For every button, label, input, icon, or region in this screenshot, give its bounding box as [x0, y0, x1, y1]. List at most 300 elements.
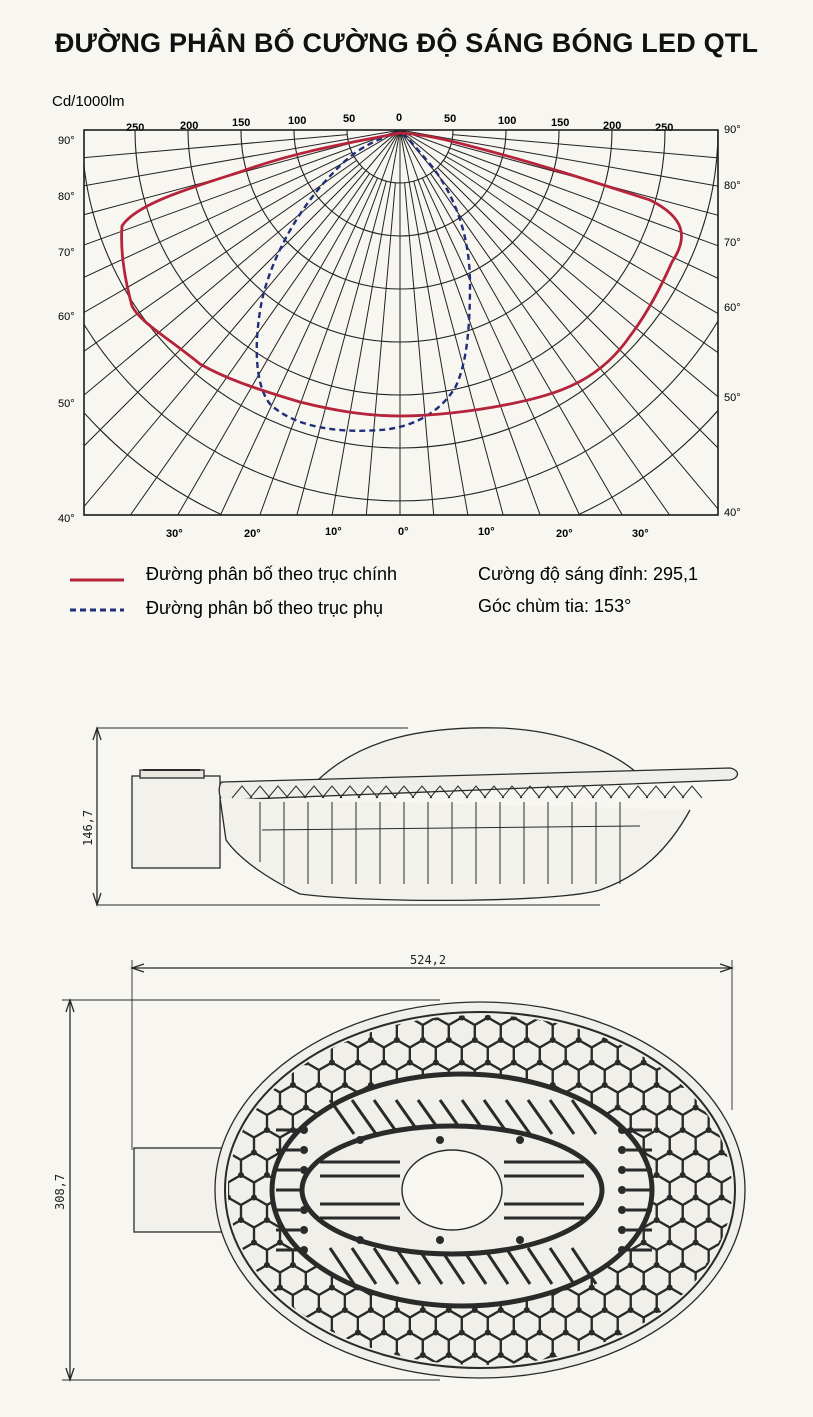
- hex-node: [680, 1262, 686, 1268]
- heatsink-bolt: [300, 1126, 308, 1134]
- hex-node: [719, 1150, 725, 1156]
- hex-node: [654, 1307, 660, 1313]
- hex-node: [602, 1307, 608, 1313]
- tick-bottom-20-right: 20°: [556, 528, 573, 540]
- top-view-drawing: [53, 953, 787, 1385]
- hex-node: [602, 992, 608, 998]
- hex-node: [238, 1037, 244, 1043]
- plate-bolt: [356, 1136, 364, 1144]
- hex-node: [771, 1150, 777, 1156]
- hex-node: [446, 1037, 452, 1043]
- hex-node: [667, 1105, 673, 1111]
- hex-node: [667, 1195, 673, 1201]
- hex-cell: [215, 1288, 241, 1318]
- heatsink-bolt: [300, 1246, 308, 1254]
- hex-cell: [761, 1153, 787, 1183]
- hex-node: [316, 992, 322, 998]
- hex-cell: [228, 995, 254, 1025]
- hex-cell: [748, 995, 774, 1025]
- hex-node: [771, 1240, 777, 1246]
- grid-radial: [339, 183, 395, 828]
- hex-cell: [254, 1310, 280, 1340]
- hex-cell: [280, 995, 306, 1025]
- hex-node: [303, 1105, 309, 1111]
- hex-node: [459, 1060, 465, 1066]
- hex-node: [303, 1285, 309, 1291]
- hex-cell: [761, 1243, 787, 1273]
- lens-facet: [574, 786, 594, 798]
- hex-cell: [683, 1018, 709, 1048]
- hex-node: [654, 1127, 660, 1133]
- hex-node: [719, 1285, 725, 1291]
- hex-node: [654, 1082, 660, 1088]
- hex-node: [771, 1060, 777, 1066]
- tick-top-center-0: 0: [396, 112, 403, 124]
- peak-intensity: Cường độ sáng đỉnh: 295,1: [478, 564, 699, 584]
- tick-bottom-10-left: 10°: [325, 526, 342, 538]
- hex-node: [563, 1060, 569, 1066]
- hex-node: [251, 1330, 257, 1336]
- heatsink-bolt: [618, 1146, 626, 1154]
- hex-node: [394, 992, 400, 998]
- heatsink-bolt: [300, 1226, 308, 1234]
- heatsink-bolt: [618, 1226, 626, 1234]
- hex-node: [264, 992, 270, 998]
- heatsink-bolt: [618, 1206, 626, 1214]
- hex-node: [342, 1082, 348, 1088]
- hex-node: [758, 1037, 764, 1043]
- tick-right-70: 70°: [724, 237, 741, 249]
- hex-node: [576, 1307, 582, 1313]
- hex-node: [680, 1127, 686, 1133]
- hex-node: [745, 1285, 751, 1291]
- hex-node: [641, 1015, 647, 1021]
- tick-left-70: 70°: [58, 247, 75, 259]
- hex-node: [732, 1082, 738, 1088]
- hex-node: [667, 1150, 673, 1156]
- tick-right-80: 80°: [724, 180, 741, 192]
- hex-cell: [709, 1018, 735, 1048]
- hex-node: [290, 1082, 296, 1088]
- hex-node: [719, 1330, 725, 1336]
- hex-cell: [267, 1018, 293, 1048]
- hex-cell: [735, 1333, 761, 1363]
- hex-node: [368, 1307, 374, 1313]
- hex-node: [706, 1217, 712, 1223]
- hex-cell: [748, 1040, 774, 1070]
- hex-node: [212, 1127, 218, 1133]
- hex-node: [264, 1172, 270, 1178]
- hex-node: [212, 1307, 218, 1313]
- hex-cell: [228, 1310, 254, 1340]
- hex-node: [615, 1105, 621, 1111]
- hex-cell: [202, 1085, 228, 1115]
- hex-node: [615, 1060, 621, 1066]
- hex-node: [550, 1037, 556, 1043]
- hex-node: [329, 1015, 335, 1021]
- hex-cell: [722, 1085, 748, 1115]
- tick-top-right-250: 250: [655, 122, 674, 134]
- hex-node: [212, 1352, 218, 1358]
- hex-node: [355, 1330, 361, 1336]
- hex-node: [680, 1352, 686, 1358]
- tick-top-left-150: 150: [232, 117, 251, 129]
- tick-left-60: 60°: [58, 311, 75, 323]
- grid-radial: [437, 167, 813, 624]
- hex-cell: [644, 995, 670, 1025]
- hex-node: [693, 1150, 699, 1156]
- unit-label: Cd/1000lm: [52, 93, 125, 110]
- grid-radial: [400, 130, 639, 788]
- hex-cell: [735, 1288, 761, 1318]
- hex-node: [706, 1082, 712, 1088]
- lens-facet: [646, 786, 666, 798]
- hex-cell: [644, 1355, 670, 1385]
- tick-top-left-50: 50: [343, 113, 356, 125]
- hex-cell: [761, 1333, 787, 1363]
- hex-node: [264, 1352, 270, 1358]
- hex-node: [290, 1352, 296, 1358]
- hex-node: [602, 1082, 608, 1088]
- hex-node: [329, 1060, 335, 1066]
- hex-cell: [215, 1063, 241, 1093]
- hex-node: [745, 1105, 751, 1111]
- hex-cell: [722, 1040, 748, 1070]
- chart-frame: [84, 130, 718, 515]
- hex-node: [212, 1037, 218, 1043]
- hex-node: [745, 1330, 751, 1336]
- grid-radial: [453, 135, 813, 191]
- hex-cell: [332, 995, 358, 1025]
- lens-facet: [664, 786, 684, 798]
- hex-cell: [748, 1130, 774, 1160]
- hex-node: [706, 1127, 712, 1133]
- hex-node: [316, 1352, 322, 1358]
- hex-node: [264, 1037, 270, 1043]
- hex-node: [758, 992, 764, 998]
- hex-node: [758, 1127, 764, 1133]
- hex-node: [771, 1330, 777, 1336]
- grid-radial: [0, 173, 370, 703]
- dim-width-label: 308,7: [53, 1173, 67, 1210]
- hex-node: [355, 1060, 361, 1066]
- hex-node: [420, 1352, 426, 1358]
- lens-facet: [682, 786, 702, 798]
- hex-node: [524, 1307, 530, 1313]
- hex-node: [212, 992, 218, 998]
- hex-node: [628, 1307, 634, 1313]
- hex-node: [576, 992, 582, 998]
- plate-bolt: [436, 1136, 444, 1144]
- hex-node: [277, 1015, 283, 1021]
- hex-cell: [241, 1333, 267, 1363]
- hex-node: [537, 1330, 543, 1336]
- hex-node: [693, 1330, 699, 1336]
- hex-node: [719, 1195, 725, 1201]
- hex-node: [732, 1262, 738, 1268]
- hex-node: [693, 1060, 699, 1066]
- hex-node: [290, 1037, 296, 1043]
- hex-node: [589, 1060, 595, 1066]
- grid-radial: [400, 130, 750, 736]
- hex-node: [628, 1352, 634, 1358]
- hex-node: [706, 1307, 712, 1313]
- hex-node: [290, 992, 296, 998]
- tick-bottom-0: 0°: [398, 526, 409, 538]
- hex-node: [342, 1307, 348, 1313]
- tick-right-40: 40°: [724, 507, 741, 519]
- hex-node: [576, 1037, 582, 1043]
- hex-node: [212, 1262, 218, 1268]
- lens-facet: [628, 786, 648, 798]
- hex-node: [251, 1195, 257, 1201]
- hex-cell: [748, 1310, 774, 1340]
- hex-node: [368, 1037, 374, 1043]
- hex-node: [498, 1352, 504, 1358]
- hex-node: [771, 1015, 777, 1021]
- hex-node: [394, 1037, 400, 1043]
- grid-radial: [414, 181, 581, 806]
- hex-node: [212, 1082, 218, 1088]
- dim-length-label: 524,2: [410, 953, 447, 967]
- tick-right-90: 90°: [724, 124, 741, 136]
- hex-node: [563, 1330, 569, 1336]
- tick-bottom-20-left: 20°: [244, 528, 261, 540]
- hex-node: [706, 992, 712, 998]
- tick-right-60: 60°: [724, 302, 741, 314]
- hex-cell: [202, 995, 228, 1025]
- pole-mount: [132, 776, 220, 868]
- hex-cell: [670, 1355, 696, 1385]
- hex-cell: [735, 1243, 761, 1273]
- hex-node: [459, 1330, 465, 1336]
- hex-node: [225, 1285, 231, 1291]
- hex-cell: [761, 1018, 787, 1048]
- hex-node: [680, 1217, 686, 1223]
- hex-node: [771, 1105, 777, 1111]
- hex-node: [758, 1262, 764, 1268]
- hex-node: [758, 1172, 764, 1178]
- hex-node: [758, 1217, 764, 1223]
- hex-node: [680, 1172, 686, 1178]
- hex-node: [498, 1307, 504, 1313]
- tick-top-left-250: 250: [126, 122, 145, 134]
- hex-cell: [267, 1333, 293, 1363]
- hex-cell: [761, 1198, 787, 1228]
- tick-right-50: 50°: [724, 392, 741, 404]
- hex-cell: [709, 1288, 735, 1318]
- hex-node: [316, 1307, 322, 1313]
- hex-node: [615, 1330, 621, 1336]
- hex-node: [225, 1330, 231, 1336]
- hex-node: [511, 1060, 517, 1066]
- hex-node: [641, 1060, 647, 1066]
- heatsink-bolt: [618, 1186, 626, 1194]
- lens-facet: [592, 786, 612, 798]
- grid-radial: [0, 167, 363, 624]
- lens-facet: [556, 786, 576, 798]
- hex-node: [706, 1172, 712, 1178]
- tick-top-right-200: 200: [603, 120, 622, 132]
- hex-node: [745, 1150, 751, 1156]
- hex-cell: [618, 995, 644, 1025]
- heatsink-bolt: [618, 1126, 626, 1134]
- hex-node: [524, 1037, 530, 1043]
- hex-node: [771, 1285, 777, 1291]
- hex-node: [628, 1082, 634, 1088]
- hex-node: [680, 1037, 686, 1043]
- hex-node: [771, 1195, 777, 1201]
- hex-node: [693, 1195, 699, 1201]
- hex-cell: [722, 995, 748, 1025]
- hex-node: [342, 992, 348, 998]
- grid-radial: [422, 178, 695, 764]
- hex-cell: [228, 1355, 254, 1385]
- grid-radial: [443, 160, 813, 531]
- hex-node: [238, 1082, 244, 1088]
- hex-node: [641, 1240, 647, 1246]
- hex-cell: [202, 1355, 228, 1385]
- hex-node: [732, 1037, 738, 1043]
- hex-cell: [748, 1355, 774, 1385]
- hex-node: [251, 1015, 257, 1021]
- hex-node: [381, 1060, 387, 1066]
- main-axis-curve: [122, 133, 682, 416]
- hex-node: [238, 1307, 244, 1313]
- hex-cell: [696, 995, 722, 1025]
- hex-node: [420, 1307, 426, 1313]
- hex-node: [277, 1330, 283, 1336]
- tick-left-50: 50°: [58, 398, 75, 410]
- page-title: ĐƯỜNG PHÂN BỐ CƯỜNG ĐỘ SÁNG BÓNG LED QTL: [54, 28, 759, 58]
- hex-cell: [254, 995, 280, 1025]
- tick-left-80: 80°: [58, 191, 75, 203]
- hex-node: [472, 1352, 478, 1358]
- hex-cell: [241, 1018, 267, 1048]
- tick-left-40: 40°: [58, 513, 75, 525]
- hex-node: [433, 1330, 439, 1336]
- hex-node: [446, 1352, 452, 1358]
- grid-radial: [0, 130, 400, 480]
- hex-node: [654, 1217, 660, 1223]
- hex-cell: [332, 1355, 358, 1385]
- hex-node: [667, 1285, 673, 1291]
- grid-radial: [219, 181, 386, 806]
- hex-node: [238, 1217, 244, 1223]
- hex-cell: [306, 1355, 332, 1385]
- grid-radial: [430, 173, 801, 703]
- hex-cell: [709, 1063, 735, 1093]
- hex-node: [641, 1285, 647, 1291]
- hex-cell: [748, 1175, 774, 1205]
- heatsink-bolt: [300, 1146, 308, 1154]
- hex-node: [303, 1015, 309, 1021]
- hex-node: [732, 1307, 738, 1313]
- hex-cell: [761, 1063, 787, 1093]
- grid-radial: [400, 130, 813, 666]
- tick-top-right-50: 50: [444, 113, 457, 125]
- hex-cell: [670, 995, 696, 1025]
- hex-cell: [618, 1355, 644, 1385]
- hex-node: [706, 1352, 712, 1358]
- hex-node: [706, 1037, 712, 1043]
- tick-top-left-200: 200: [180, 120, 199, 132]
- pole-arm: [134, 1148, 222, 1232]
- grid-radial: [0, 144, 349, 311]
- hex-node: [485, 1060, 491, 1066]
- hex-node: [277, 1105, 283, 1111]
- hex-node: [654, 1037, 660, 1043]
- hex-cell: [748, 1265, 774, 1295]
- tick-top-left-100: 100: [288, 115, 307, 127]
- hex-node: [537, 1060, 543, 1066]
- hex-node: [446, 992, 452, 998]
- hex-cell: [215, 1333, 241, 1363]
- hex-cell: [657, 1333, 683, 1363]
- hex-node: [654, 1262, 660, 1268]
- hex-node: [667, 1330, 673, 1336]
- heatsink-bolt: [618, 1166, 626, 1174]
- plate-bolt: [516, 1236, 524, 1244]
- lens-facet: [610, 786, 630, 798]
- hex-cell: [748, 1220, 774, 1250]
- hex-node: [407, 1060, 413, 1066]
- hex-node: [667, 1015, 673, 1021]
- plate-bolt: [436, 1236, 444, 1244]
- hex-node: [524, 1352, 530, 1358]
- hex-node: [719, 1060, 725, 1066]
- hex-node: [524, 992, 530, 998]
- hex-cell: [228, 1040, 254, 1070]
- hex-node: [732, 992, 738, 998]
- hex-node: [277, 1240, 283, 1246]
- hex-node: [719, 1015, 725, 1021]
- hex-node: [693, 1105, 699, 1111]
- tick-bottom-30-right: 30°: [632, 528, 649, 540]
- center-lens: [402, 1150, 502, 1230]
- hex-node: [745, 1015, 751, 1021]
- hex-node: [615, 1015, 621, 1021]
- hex-cell: [683, 1333, 709, 1363]
- hex-node: [407, 1330, 413, 1336]
- hex-node: [758, 1307, 764, 1313]
- legend: [70, 564, 698, 618]
- hex-node: [732, 1352, 738, 1358]
- hex-node: [264, 1127, 270, 1133]
- hex-node: [693, 1240, 699, 1246]
- hex-cell: [696, 1310, 722, 1340]
- hex-node: [329, 1285, 335, 1291]
- hex-cell: [735, 1063, 761, 1093]
- hex-cell: [696, 1040, 722, 1070]
- tick-top-right-150: 150: [551, 117, 570, 129]
- beam-angle: Góc chùm tia: 153°: [478, 596, 632, 616]
- grid-radial: [104, 178, 377, 764]
- sub-axis-curve: [257, 132, 470, 431]
- hex-cell: [657, 1018, 683, 1048]
- plate-bolt: [516, 1136, 524, 1144]
- plate-bolt: [356, 1236, 364, 1244]
- hex-node: [511, 1330, 517, 1336]
- hex-node: [264, 1307, 270, 1313]
- grid-radial: [50, 130, 400, 736]
- hex-cell: [306, 995, 332, 1025]
- hex-node: [654, 1352, 660, 1358]
- hex-node: [628, 1262, 634, 1268]
- hex-cell: [709, 1333, 735, 1363]
- tick-bottom-30-left: 30°: [166, 528, 183, 540]
- hex-node: [680, 992, 686, 998]
